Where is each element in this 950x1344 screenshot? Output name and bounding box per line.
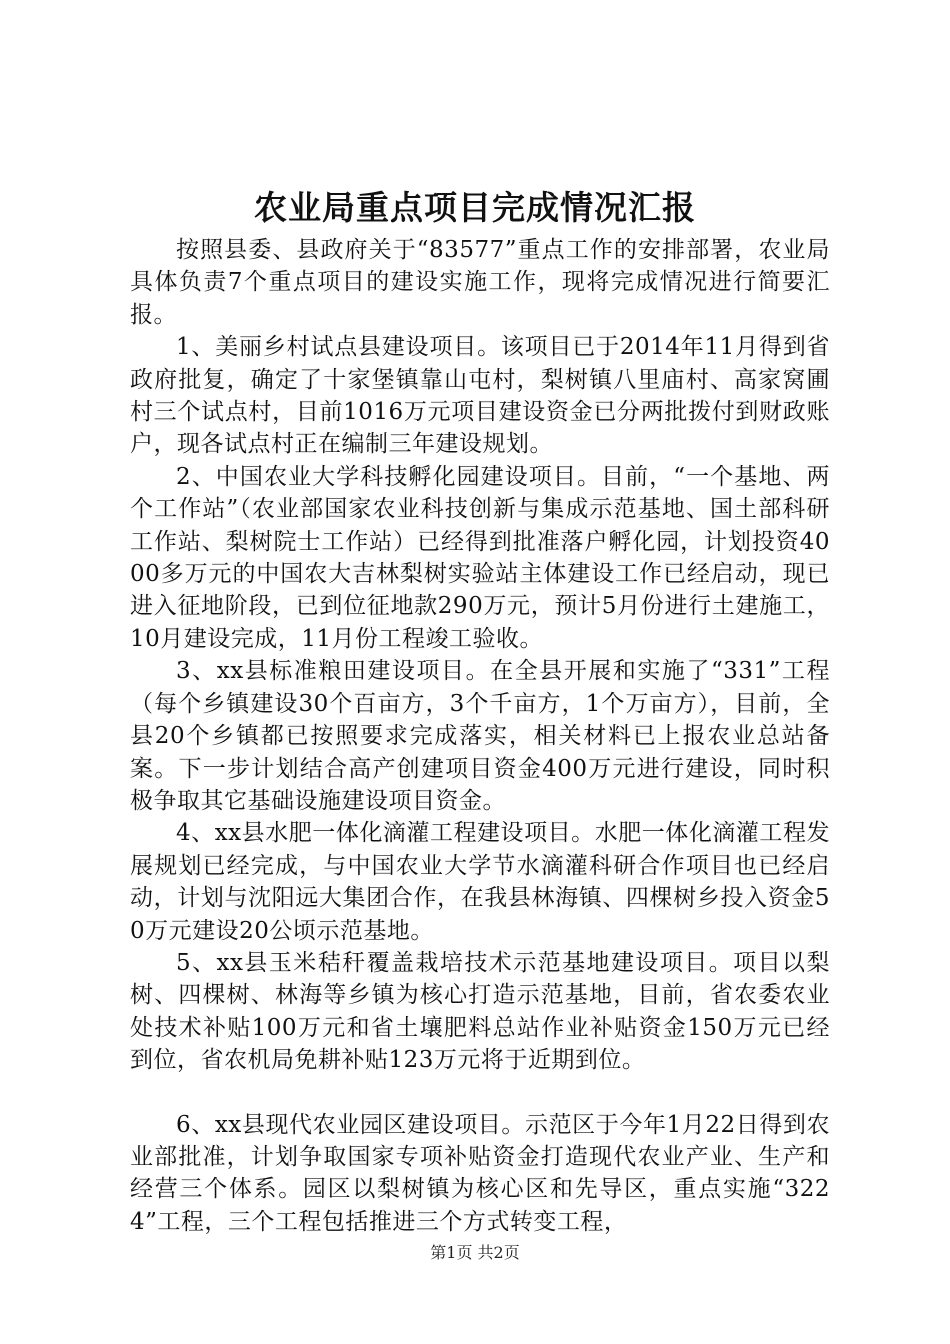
page-number-footer: 第1页 共2页 [430, 1243, 520, 1262]
document-title: 农业局重点项目完成情况汇报 [254, 188, 696, 227]
paragraph-intro: 按照县委、县政府关于“83577”重点工作的安排部署，农业局具体负责7个重点项目的建设实施工作，现将完成情况进行简要汇报。 [130, 237, 830, 328]
paragraph-item-6: 6、xx县现代农业园区建设项目。示范区于今年1月22日得到农业部批准，计划争取国家专项补贴资金打造现代农业产业、生产和经营三个体系。园区以梨树镇为核心区和先导区，重点实施“3224”工程，三个工程包括推进三个方式转变工程， [130, 1111, 830, 1235]
paragraph-item-2: 2、中国农业大学科技孵化园建设项目。目前，“一个基地、两个工作站”（农业部国家农业科技创新与集成示范基地、国土部科研工作站、梨树院士工作站）已经得到批准落户孵化园，计划投资4000多万元的中国农大吉林梨树实验站主体建设工作已经启动，现已进入征地阶段，已到位征地款290万元，预计5月份进行土建施工，10月建设完成，11月份工程竣工验收。 [130, 463, 830, 652]
document-body [130, 234, 830, 1238]
paragraph-item-5: 5、xx县玉米秸秆覆盖栽培技术示范基地建设项目。项目以梨树、四棵树、林海等乡镇为核心打造示范基地，目前，省农委农业处技术补贴100万元和省土壤肥料总站作业补贴资金150万元已经到位，省农机局免耕补贴123万元将于近期到位。 [130, 949, 830, 1074]
paragraph-item-3: 3、xx县标准粮田建设项目。在全县开展和实施了“331”工程（每个乡镇建设30个百亩方，3个千亩方，1个万亩方），目前，全县20个乡镇都已按照要求完成落实，相关材料已上报农业总站备案。下一步计划结合高产创建项目资金400万元进行建设，同时积极争取其它基础设施建设项目资金。 [130, 658, 830, 814]
paragraph-item-1: 1、美丽乡村试点县建设项目。该项目已于2014年11月得到省政府批复，确定了十家堡镇靠山屯村，梨树镇八里庙村、高家窝圃村三个试点村，目前1016万元项目建设资金已分两批拨付到财政账户，现各试点村正在编制三年建设规划。 [130, 334, 830, 458]
paragraph-item-4: 4、xx县水肥一体化滴灌工程建设项目。水肥一体化滴灌工程发展规划已经完成，与中国农业大学节水滴灌科研合作项目也已经启动，计划与沈阳远大集团合作，在我县林海镇、四棵树乡投入资金50万元建设20公顷示范基地。 [130, 820, 830, 944]
